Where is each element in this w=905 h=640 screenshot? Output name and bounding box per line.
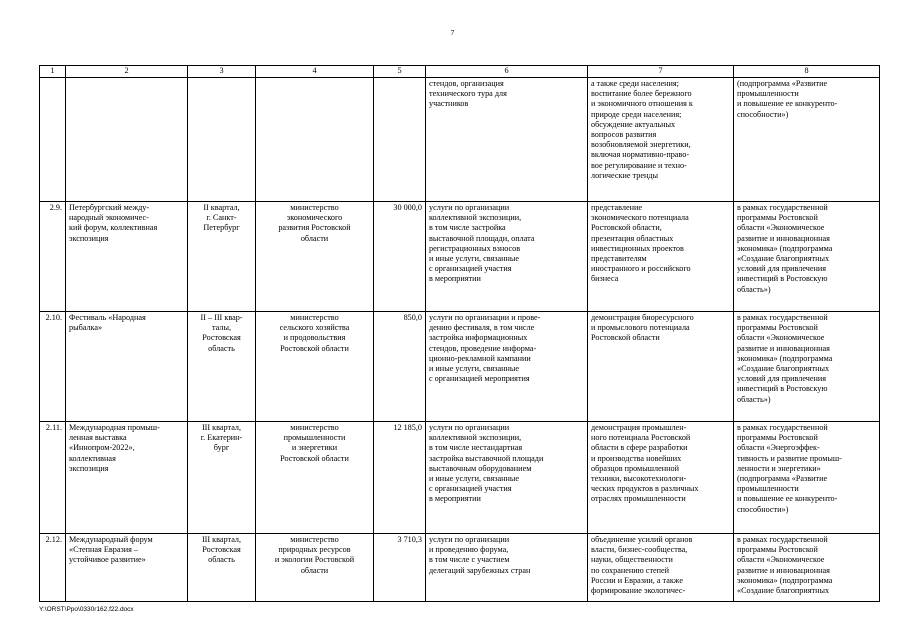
goal-cell: демонстрация биоресурсного и промыслового потенциала Ростовской области [588, 312, 734, 422]
events-table [39, 65, 880, 602]
executor-cell: министерство экономического развития Ростовской области [256, 202, 374, 312]
column-header: 7 [588, 66, 734, 78]
goal-cell: представление экономического потенциала Ростовской области, презентация областных инвестиционных проектов представителям иностранного и российского бизнеса [588, 202, 734, 312]
goal-cell: объединение усилий органов власти, бизнес-сообщества, науки, общественности по сохранению степей России и Евразии, а также формирование экологичес- [588, 534, 734, 602]
table-header-row [40, 66, 880, 78]
table-row [40, 312, 880, 422]
goal-cell: демонстрация промышлен- ного потенциала Ростовской области в сфере разработки и производства новейших образцов промышленной техники, высокотехнологи- ческих продуктов в различных отраслях промышленности [588, 422, 734, 534]
services-cell: услуги по организации коллективной экспозиции, в том числе застройка выставочной площади, оплата регистрационных взносов и иные услуги, связанные с организацией участия в мероприятии [426, 202, 588, 312]
item-number-cell: 2.11. [40, 422, 66, 534]
footer-file-path: Y:\ORST\Ppo\0330r162.f22.docx [39, 606, 134, 613]
item-number-cell: 2.10. [40, 312, 66, 422]
table-row [40, 534, 880, 602]
amount-cell: 3 710,3 [374, 534, 426, 602]
table-row [40, 422, 880, 534]
column-header: 2 [66, 66, 188, 78]
program-cell: в рамках государственной программы Ростовской области «Экономическое развитие и инновационная экономика» (подпрограмма «Создание благоприятных условий для привлечения инвестиций в Ростовскую область») [734, 312, 880, 422]
program-cell: в рамках государственной программы Ростовской области «Экономическое развитие и инновационная экономика» (подпрограмма «Создание благоприятных условий для привлечения инвестиций в Ростовскую область») [734, 202, 880, 312]
column-header: 4 [256, 66, 374, 78]
executor-cell: министерство природных ресурсов и экологии Ростовской области [256, 534, 374, 602]
page-number: 7 [450, 28, 455, 37]
period-place-cell: III квартал, Ростовская область [188, 534, 256, 602]
column-header: 3 [188, 66, 256, 78]
amount-cell [374, 78, 426, 202]
period-place-cell [188, 78, 256, 202]
event-name-cell: Петербургский между- народный экономичес- кий форум, коллективная экспозиция [66, 202, 188, 312]
executor-cell: министерство промышленности и энергетики Ростовской области [256, 422, 374, 534]
table-row [40, 202, 880, 312]
services-cell: услуги по организации и прове- дению фестиваля, в том числе застройка информационных стендов, проведение информа- ционно-рекламной кампании и иные услуги, связанные с организацией мероприятия [426, 312, 588, 422]
item-number-cell: 2.9. [40, 202, 66, 312]
services-cell: стендов, организация технического тура для участников [426, 78, 588, 202]
program-cell: (подпрограмма «Развитие промышленности и повышение ее конкуренто- способности») [734, 78, 880, 202]
event-name-cell: Международный форум «Степная Евразия – устойчивое развитие» [66, 534, 188, 602]
goal-cell: а также среди населения; воспитание более бережного и экономичного отношения к природе среди населения; обсуждение актуальных вопросов развития возобновляемой энергетики, включая нормативно-право- вое регулирование и техно- логические тренды [588, 78, 734, 202]
services-cell: услуги по организации и проведению форума, в том числе с участием делегаций зарубежных стран [426, 534, 588, 602]
executor-cell [256, 78, 374, 202]
amount-cell: 12 185,0 [374, 422, 426, 534]
amount-cell: 850,0 [374, 312, 426, 422]
event-name-cell [66, 78, 188, 202]
column-header: 1 [40, 66, 66, 78]
period-place-cell: II квартал, г. Санкт- Петербург [188, 202, 256, 312]
program-cell: в рамках государственной программы Ростовской области «Энергоэффек- тивность и развитие промыш- ленности и энергетики» (подпрограмма «Развитие промышленности и повышение ее конкуренто- способности») [734, 422, 880, 534]
event-name-cell: Международная промыш- ленная выставка «Иннопром-2022», коллективная экспозиция [66, 422, 188, 534]
column-header: 5 [374, 66, 426, 78]
table-row [40, 78, 880, 202]
program-cell: в рамках государственной программы Ростовской области «Экономическое развитие и инновационная экономика» (подпрограмма «Создание благоприятных [734, 534, 880, 602]
item-number-cell: 2.12. [40, 534, 66, 602]
amount-cell: 30 000,0 [374, 202, 426, 312]
item-number-cell [40, 78, 66, 202]
column-header: 6 [426, 66, 588, 78]
event-name-cell: Фестиваль «Народная рыбалка» [66, 312, 188, 422]
column-header: 8 [734, 66, 880, 78]
period-place-cell: III квартал, г. Екатерин- бург [188, 422, 256, 534]
period-place-cell: II – III квар- талы, Ростовская область [188, 312, 256, 422]
executor-cell: министерство сельского хозяйства и продовольствия Ростовской области [256, 312, 374, 422]
services-cell: услуги по организации коллективной экспозиции, в том числе нестандартная застройка выставочной площади выставочным оборудованием и иные услуги, связанные с организацией участия в мероприятии [426, 422, 588, 534]
